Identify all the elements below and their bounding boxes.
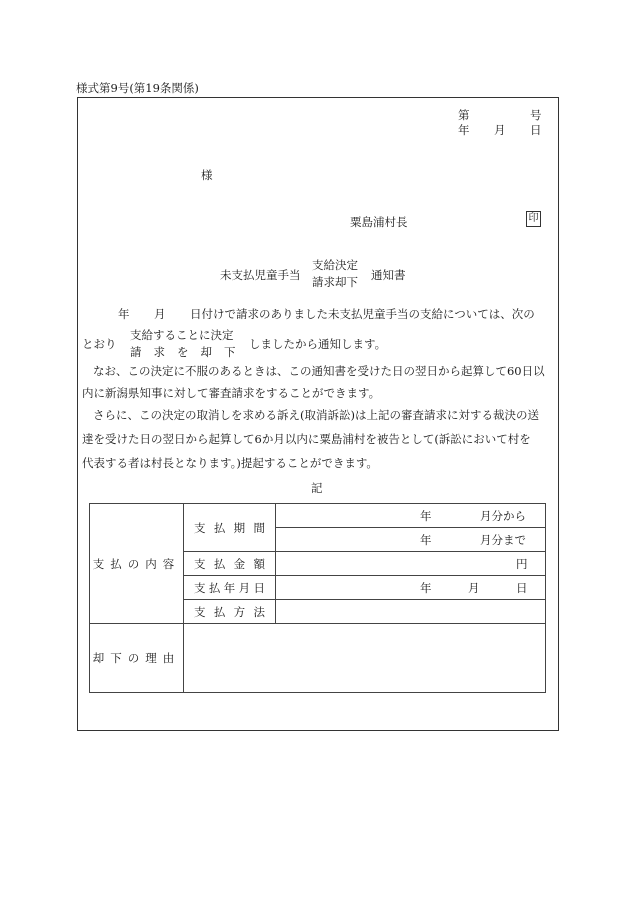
lawsuit-text-line1: さらに、この決定の取消しを求める訴え(取消訴訟)は上記の審査請求に対する裁決の送 [93, 408, 539, 422]
lawsuit-text-line2: 達を受けた日の翌日から起算して6か月以内に粟島浦村を被告として(訴訟において村を [82, 432, 531, 446]
body-year: 年 [118, 307, 130, 321]
payment-period-from: 年 月分から [276, 504, 546, 528]
payment-period-to: 年 月分まで [276, 528, 546, 552]
appeal-text-line2: 内に新潟県知事に対して審査請求をすることができます。 [82, 386, 381, 400]
issuer-name: 粟島浦村長 [350, 215, 408, 229]
payment-method [276, 600, 546, 624]
title-left: 未支払児童手当 [220, 268, 301, 282]
body-option-rejection: 請 求 を 却 下 [130, 345, 236, 359]
title-right: 通知書 [371, 268, 406, 282]
title-option-decision: 支給決定 [312, 258, 358, 272]
appeal-text-line1: なお、この決定に不服のあるときは、この通知書を受けた日の翌日から起算して60日以 [93, 364, 545, 378]
date-year: 年 [458, 123, 470, 137]
number-suffix: 号 [530, 108, 542, 122]
addressee-suffix: 様 [201, 168, 213, 182]
payment-method-label: 支払方法 [184, 600, 276, 624]
rejection-reason [184, 624, 546, 693]
payment-content-label: 支払の内容 [90, 504, 184, 624]
lawsuit-text-line3: 代表する者は村長となります。)提起することができます。 [82, 456, 378, 470]
table-row [90, 624, 546, 693]
rejection-reason-label: 却下の理由 [90, 624, 184, 693]
payment-details-table [89, 503, 546, 693]
date-day: 日 [530, 123, 542, 137]
payment-date-label: 支払年月日 [184, 576, 276, 600]
payment-amount-label: 支払金額 [184, 552, 276, 576]
number-prefix: 第 [458, 108, 470, 122]
seal-mark: 印 [526, 211, 541, 227]
payment-amount: 円 [276, 552, 546, 576]
body-option-decision: 支給することに決定 [130, 328, 234, 342]
payment-period-label: 支払期間 [184, 504, 276, 552]
record-heading: 記 [311, 481, 323, 495]
body-line2-suffix: しましたから通知します。 [249, 337, 387, 351]
body-month: 月 [154, 307, 166, 321]
table-row [90, 504, 546, 528]
body-line2-prefix: とおり [82, 337, 117, 351]
payment-date: 年 月 日 [276, 576, 546, 600]
form-code: 様式第9号(第19条関係) [76, 81, 199, 95]
date-month: 月 [494, 123, 506, 137]
body-line1-text: 日付けで請求のありました未支払児童手当の支給については、次の [190, 307, 535, 321]
title-options [309, 257, 361, 291]
title-option-rejection: 請求却下 [312, 275, 358, 289]
